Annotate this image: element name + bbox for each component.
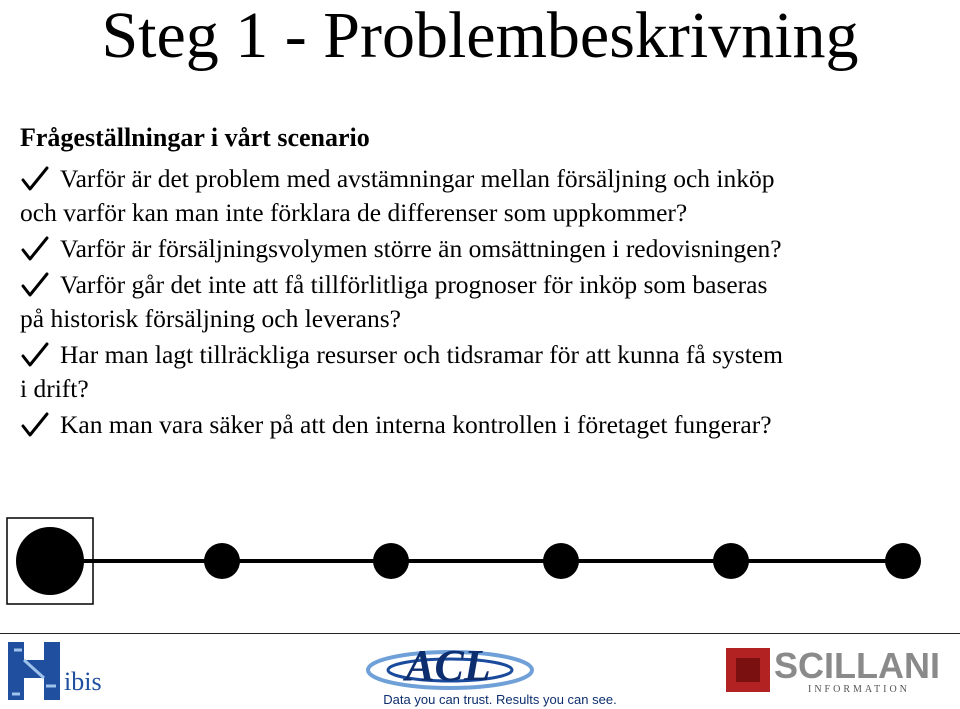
checkmark-icon	[20, 270, 50, 300]
bullet-text-line1: Varför går det inte att få tillförlitliga prognoser för inköp som baseras	[60, 270, 768, 299]
subheading: Frågeställningar i vårt scenario	[20, 123, 370, 152]
bullet-text-line1: Varför är försäljningsvolymen större än omsättningen i redovisningen?	[60, 234, 782, 263]
bullet-item	[20, 268, 955, 336]
bullet-text-line1: Har man lagt tillräckliga resurser och tidsramar för att kunna få system	[60, 340, 783, 369]
bullet-item	[20, 162, 955, 230]
timeline-step	[204, 543, 240, 579]
scillani-logo	[726, 645, 940, 695]
timeline-step-current	[16, 527, 84, 595]
progress-timeline	[0, 510, 960, 620]
acl-tagline: Data you can trust. Results you can see.	[383, 692, 617, 707]
slide-title: Steg 1 - Problembeskrivning	[101, 0, 859, 72]
acl-logo-text: ACL	[405, 641, 491, 690]
timeline-step	[543, 543, 579, 579]
checkmark-icon	[20, 410, 50, 440]
checkmark-icon	[20, 164, 50, 194]
hibis-logo	[8, 642, 102, 700]
timeline-step	[885, 543, 921, 579]
timeline-step	[713, 543, 749, 579]
hibis-logo-text: ibis	[64, 667, 102, 696]
scillani-subtext: INFORMATION	[808, 684, 910, 695]
bullet-item	[20, 232, 955, 266]
footer-logos	[0, 630, 960, 709]
checkmark-icon	[20, 340, 50, 370]
bullet-item	[20, 408, 955, 442]
acl-logo	[368, 641, 617, 707]
bullet-text-line1: Kan man vara säker på att den interna kontrollen i företaget fungerar?	[60, 410, 772, 439]
bullet-text-line2: på historisk försäljning och leverans?	[20, 304, 401, 333]
checkmark-icon	[20, 234, 50, 264]
bullet-text-line2: och varför kan man inte förklara de differenser som uppkommer?	[20, 198, 688, 227]
bullet-text-line2: i drift?	[20, 374, 89, 403]
timeline-step	[373, 543, 409, 579]
bullet-text-line1: Varför är det problem med avstämningar mellan försäljning och inköp	[60, 164, 775, 193]
bullet-list	[20, 162, 955, 444]
bullet-item	[20, 338, 955, 406]
scillani-logo-text: SCILLANI	[774, 645, 940, 686]
